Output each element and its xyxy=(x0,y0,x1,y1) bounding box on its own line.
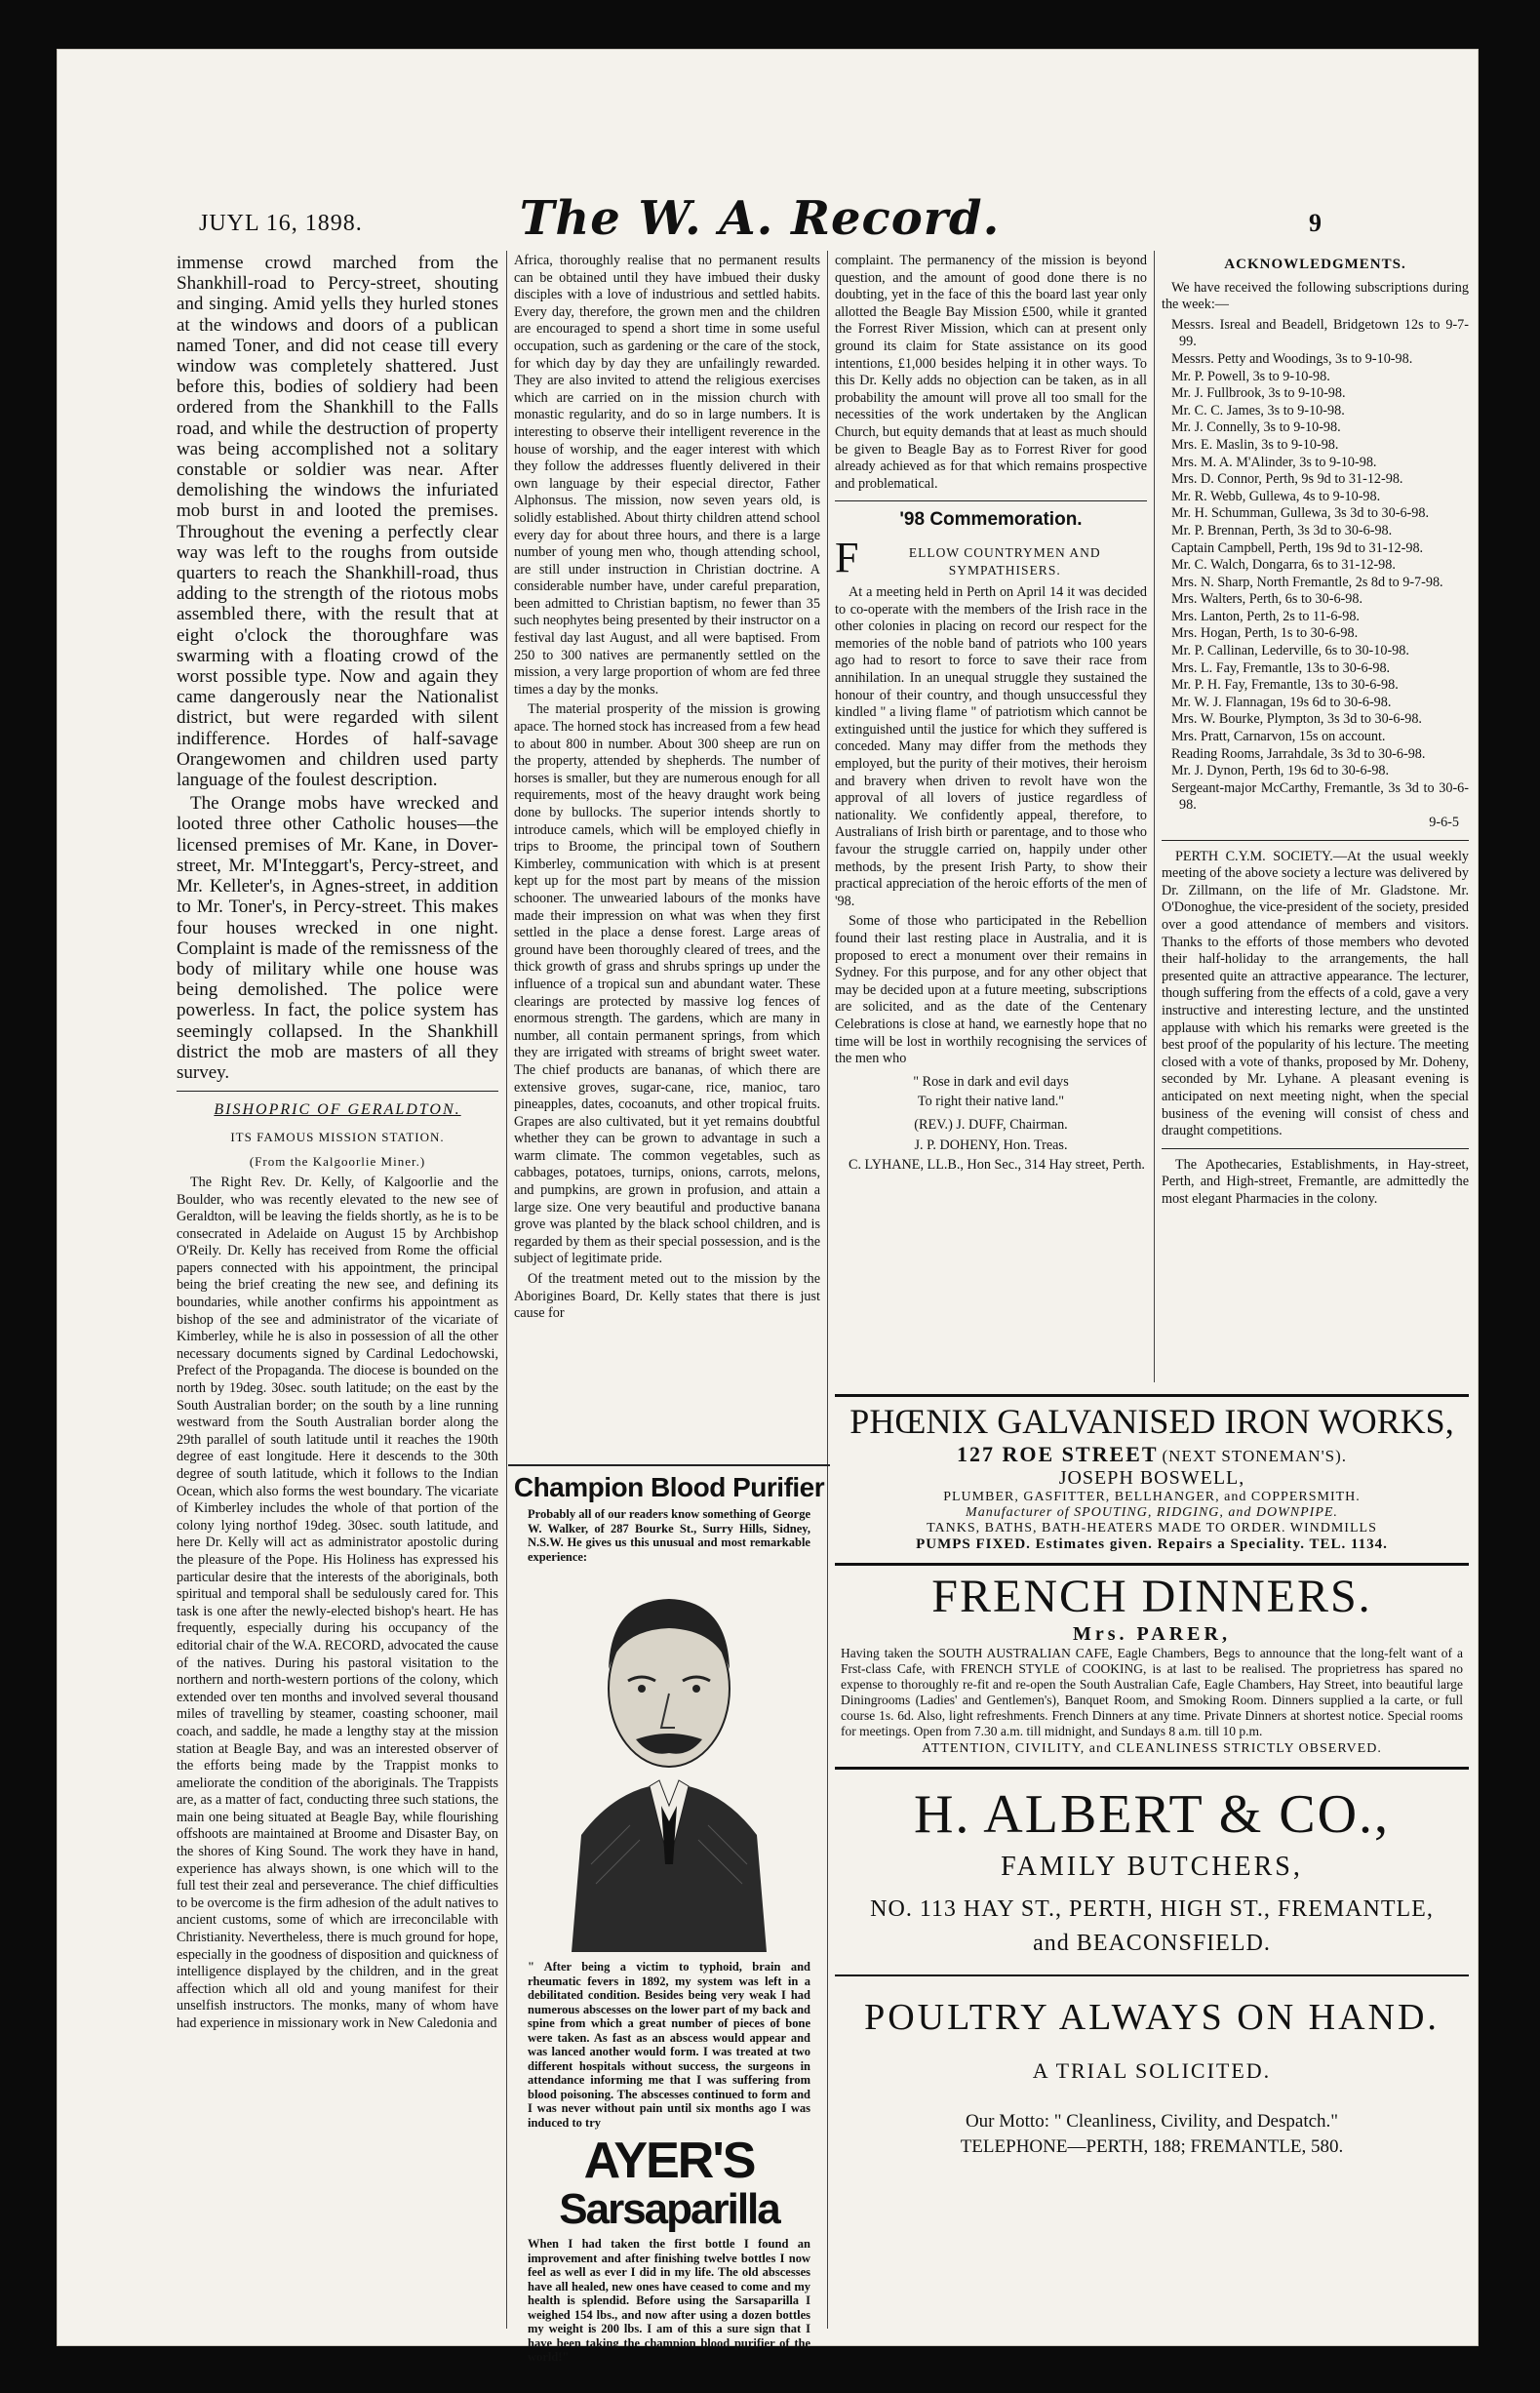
ad-telephone: TELEPHONE—PERTH, 188; FREMANTLE, 580. xyxy=(960,2136,1344,2157)
page-number: 9 xyxy=(1309,209,1322,237)
ad-title: FRENCH DINNERS. xyxy=(931,1571,1372,1622)
ack-item: Messrs. Petty and Woodings, 3s to 9-10-98. xyxy=(1171,350,1413,367)
ack-item: Mr. P. Brennan, Perth, 3s 3d to 30-6-98. xyxy=(1171,522,1393,538)
ack-item: Mr. C. C. James, 3s to 9-10-98. xyxy=(1171,402,1345,419)
column-rule xyxy=(506,251,507,2329)
article-paragraph: immense crowd marched from the Shankhill-road to Percy-street, shouting and singing. Amid yells they hurled stones at the windows and doors of a publican named Toner, and did not cease till every window was completely shattered. Just before this, bodies of soldiery had been ordered from the Shankhill to the Falls road, and while the destruction of property was being accomplished not a solitary constable or soldier was near. After demolishing the windows the infuriated mob burst in and looted the premises. Throughout the evening a perfectly clear way was left to the roughs from outside quarters to reach the Shankhill-road, thus adding to the strength of the riotous mobs assembled there, with the result that at eight o'clock the thoroughfare was swarming with a floating crowd of the worst possible type. Now and again they came dangerously near the Nationalist district, but were regarded with silent indifference. Hordes of half-savage Orangewomen and children used party language of the foulest description. xyxy=(177,253,498,791)
ad-trades: PLUMBER, GASFITTER, BELLHANGER, and COPPERSMITH. xyxy=(943,1490,1361,1504)
ad-tagline: A TRIAL SOLICITED. xyxy=(1032,2058,1272,2083)
champion-blood-purifier-ad xyxy=(508,1464,830,2364)
divider xyxy=(177,1091,498,1092)
divider xyxy=(835,1974,1469,1976)
divider xyxy=(1162,840,1469,841)
acknowledgments-title: ACKNOWLEDGMENTS. xyxy=(1224,257,1406,272)
ad-intro: Probably all of our readers know something of George W. Walker, of 287 Bourke St., Surry Hills, Sidney, N.S.W. He gives us this unusual and most remarkable experience: xyxy=(528,1507,810,1564)
article-source: (From the Kalgoorlie Miner.) xyxy=(249,1154,426,1170)
ad-address: 127 ROE STREET xyxy=(957,1442,1159,1466)
article-subtitle: ITS FAMOUS MISSION STATION. xyxy=(230,1129,445,1144)
ack-item: Mr. J. Fullbrook, 3s to 9-10-98. xyxy=(1171,385,1346,402)
verse-line: To right their native land." xyxy=(917,1094,1065,1110)
column-4 xyxy=(1162,253,1469,1316)
page-header xyxy=(58,191,1478,246)
ack-reference: 9-6-5 xyxy=(1429,815,1459,830)
advertisements xyxy=(835,1390,1469,2158)
article-paragraph: Of the treatment meted out to the mission by the Aborigines Board, Dr. Kelly states that there is just cause for xyxy=(514,1271,820,1322)
ad-brand: AYER'S xyxy=(583,2133,755,2189)
ad-closing: When I had taken the first bottle I found an improvement and after finishing twelve bottles I now feel as well as ever I did in my life. The old abscesses have all healed, new ones have ceased to come and my health is splendid. Before using the Sarsaparilla I weighed 154 lbs., and now after using a dozen bottles my weight is 200 lbs. I am of this a sure sign that I have been taking the champion blood purifier of the world!" xyxy=(528,2237,810,2364)
ad-motto: Our Motto: " Cleanliness, Civility, and Despatch." xyxy=(965,2111,1339,2132)
heading-text: ELLOW COUNTRYMEN AND SYMPATHISERS. xyxy=(908,544,1101,578)
commemoration-heading xyxy=(835,533,1147,581)
article-paragraph: complaint. The permanency of the mission is beyond question, and the amount of good done there is no doubting, yet in the face of this the board last year only allotted the Beagle Bay Mission £500, while it granted the Forrest River Mission, which can at present only ground its claim for State assistance on its good intentions, £1,000 besides helping it in other ways. To this Dr. Kelly adds no objection can be taken, as in all probability the amount will prove all too small for the necessities of the work undertaken by the Anglican Church, but equity demands that at least as much should be given to Beagle Bay as to Forrest River for good already achieved as for that which remains prospective and problematical. xyxy=(835,253,1147,492)
ad-body: Having taken the SOUTH AUSTRALIAN CAFE, Eagle Chambers, Begs to announce that the long-felt want of a Frst-class Cafe, with FRENCH STYLE of COOKING, is at last to be realised. The proprietress has spared no expense to thoroughly re-fit and re-open the South Australian Cafe, Eagle Chambers, Hay Street, into beautiful large Diningrooms (Ladies' and Gentlemen's), Banquet Room, and Smoking Room. Dinners supplied a la carte, or full course 1s. 6d. Also, light refreshments. French Dinners at any time. Private Dinners at shortest notice. Special rooms for meetings. Open from 7.30 a.m. till midnight, and Sundays 8 a.m. till 10 p.m. xyxy=(841,1646,1463,1738)
acknowledgments-list xyxy=(1162,317,1469,815)
ack-item: Mr. J. Connelly, 3s to 9-10-98. xyxy=(1171,419,1341,436)
ack-item: Messrs. Isreal and Beadell, Bridgetown 12s to 9-7-99. xyxy=(1171,316,1469,350)
apothecaries-notice: The Apothecaries, Establishments, in Hay-street, Perth, and High-street, Fremantle, are admittedly the most elegant Pharmacies in the colony. xyxy=(1162,1156,1469,1207)
ack-item: Mrs. Pratt, Carnarvon, 15s on account. xyxy=(1171,729,1386,745)
ack-item: Mr. R. Webb, Gullewa, 4s to 9-10-98. xyxy=(1171,488,1381,504)
divider xyxy=(835,500,1147,501)
ad-manufacture: Manufacturer of SPOUTING, RIDGING, and DOWNPIPE. xyxy=(966,1505,1338,1520)
ad-title: Champion Blood Purifier xyxy=(513,1472,825,1502)
ad-footer: ATTENTION, CIVILITY, and CLEANLINESS STRICTLY OBSERVED. xyxy=(922,1741,1382,1756)
newspaper-page xyxy=(57,49,1479,2364)
ack-intro: We have received the following subscriptions during the week:— xyxy=(1162,279,1469,313)
article-paragraph: The Orange mobs have wrecked and looted three other Catholic houses—the licensed premises of Mr. Kane, in Dover-street, Mr. M'Integgart's, Percy-street, and Mr. Kelleter's, in Agnes-street, in addition to Mr. Toner's, in Percy-street. This makes four houses wrecked in one night. Complaint is made of the remissness of the body of military while one house was being demolished. The police were powerless. In fact, the police system has seemingly collapsed. In the Shankhill district the mob are masters of all they survey. xyxy=(177,793,498,1083)
divider xyxy=(835,1767,1469,1770)
column-2 xyxy=(514,253,820,1453)
ad-tagline: POULTRY ALWAYS ON HAND. xyxy=(864,1997,1440,2038)
ack-item: Mrs. M. A. M'Alinder, 3s to 9-10-98. xyxy=(1171,454,1377,470)
ad-brand-product: Sarsaparilla xyxy=(559,2185,779,2233)
divider xyxy=(835,1563,1469,1566)
ack-item: Mrs. L. Fay, Fremantle, 13s to 30-6-98. xyxy=(1171,659,1391,676)
verse-line: " Rose in dark and evil days xyxy=(913,1073,1069,1090)
drop-cap: F xyxy=(835,533,859,581)
column-1 xyxy=(177,253,498,2331)
ad-services: TANKS, BATHS, BATH-HEATERS MADE TO ORDER. WINDMILLS xyxy=(927,1521,1377,1536)
signature: (REV.) J. DUFF, Chairman. xyxy=(914,1116,1068,1133)
portrait-engraving xyxy=(552,1572,786,1952)
ack-item: Mrs. Lanton, Perth, 2s to 11-6-98. xyxy=(1171,608,1360,624)
ack-item: Mr. J. Dynon, Perth, 19s 6d to 30-6-98. xyxy=(1171,763,1390,779)
ack-item: Sergeant-major McCarthy, Fremantle, 3s 3d to 30-6-98. xyxy=(1171,779,1469,814)
article-paragraph: At a meeting held in Perth on April 14 it was decided to co-operate with the members of the Irish race in the other colonies in placing on record our respect for the memories of the noble band of patriots who 100 years ago had to resort to force to save their race from annihilation. In an unequal struggle they sustained the honour of their country, and though unsuccessful they kindled " a living flame " of patriotism which cannot be extinguished until the justice for which they suffered is conceded. Many may differ from the methods they employed, but the purity of their motives, their heroism and bravery when driven to revolt have won the approval of all lovers of justice regardless of nationality. We confidently appeal, therefore, to Australians of Irish birth or parentage, and to those who favour the struggle carried on, happily under other methods, by the present Irish Party, to show their practical appreciation of the heroic efforts of the men of '98. xyxy=(835,584,1147,909)
ad-address-note: (NEXT STONEMAN'S). xyxy=(1162,1447,1347,1465)
article-paragraph: Some of those who participated in the Rebellion found their last resting place in Australia, and it is proposed to erect a monument over their remains in Sydney. For this purpose, and for any other object that may be decided upon at a future meeting, subscriptions are solicited, and as the date of the Centenary Celebrations is close at hand, we earnestly hope that no time will be lost in worthily recognising the services of the men who xyxy=(835,913,1147,1067)
ack-item: Mr. P. Callinan, Lederville, 6s to 30-10-98. xyxy=(1171,643,1409,659)
article-paragraph: The Right Rev. Dr. Kelly, of Kalgoorlie and the Boulder, who was recently elevated to the new see of Geraldton, will be leaving the fields shortly, as he is to be consecrated in Adelaide on August 15 by Archbishop O'Reily. Dr. Kelly has received from Rome the official papers connected with his appointment, the principal being the brief creating the new see, and defining its boundaries, while another confirms his appointment as bishop of the see and administrator of the vicariate of Kimberley, while he is also in possession of all the other necessary documents signed by Cardinal Ledochowski, Prefect of the Propaganda. The diocese is bounded on the north by 19deg. 30sec. south latitude; on the east by the South Australian border; on the south by a line running westward from the South Australian border along the 29th parallel of south latitude until it reaches the 190th degree of east longitude. Here it descends to the 30th degree of south latitude, which it follows to the Indian Ocean, which also forms the west boundary. The vicariate of Kimberley includes the whole of that portion of the colony lying northof 19deg. 30sec. south latitude, and here Dr. Kelly will act as administrator apostolic during the pleasure of the Pope. His Holiness has expressed his particular desire that the interests of the aboriginals, both spiritual and temporal shall be sedulously cared for. This task is one after the newly-elected bishop's heart. He has frequently, especially during his occupancy of the editorial chair of the W.A. RECORD, advocated the cause of the natives. During his pastoral visitation to the northern and north-western portions of the colony, which extended over ten months and involved several thousand miles of travelling by steamer, coasting schooner, mail coach, and saddle, he made a lengthy stay at the mission station at Beagle Bay, and was an interested observer of the efforts being made by the Trappist monks to ameliorate the condition of the aboriginals. The Trappists are, as a matter of fact, conducting three such stations, the main one being situated at Beagle Bay, while flourishing offshoots are maintained at Broome and Disaster Bay, on the shores of King Sound. The work they have in hand, experience has always shown, is one which will to the full test their zeal and perseverance. The chief difficulties to be overcome is the firm adhesion of the adult natives to ancient customs, some of which are irreconcilable with Christianity. Nevertheless, there is much ground for hope, especially in the goodness of disposition and quickness of intelligence displayed by the children, and in the great affection which all old and young manifest for their unselfish instructors. The monks, many of whom have had experience in missionary work in New Caledonia and xyxy=(177,1174,498,2031)
ad-address: and BEACONSFIELD. xyxy=(1033,1931,1271,1956)
ack-item: Mrs. W. Bourke, Plympton, 3s 3d to 30-6-98. xyxy=(1171,711,1422,728)
ad-contact: PUMPS FIXED. Estimates given. Repairs a Speciality. TEL. 1134. xyxy=(916,1536,1388,1552)
ack-item: Mr. P. H. Fay, Fremantle, 13s to 30-6-98. xyxy=(1171,677,1399,694)
ad-testimony: " After being a victim to typhoid, brain and rheumatic fevers in 1892, my system was left in a debilitated condition. Besides being very weak I had numerous abscesses on the lower part of my back and spine from which a great number of pieces of bone were taken. As fast as an abscess would appear and was lanced another would form. I was treated at two different hospitals without success, the surgeons in attendance informing me that I was suffering from blood poisoning. The abscesses continued to form and I was never without pain until six months ago I was induced to try xyxy=(528,1960,810,2130)
ack-item: Mrs. D. Connor, Perth, 9s 9d to 31-12-98. xyxy=(1171,471,1403,488)
ack-item: Mrs. Walters, Perth, 6s to 30-6-98. xyxy=(1171,591,1363,608)
masthead: The W. A. Record. xyxy=(519,191,1001,246)
ack-item: Mr. W. J. Flannagan, 19s 6d to 30-6-98. xyxy=(1171,694,1392,710)
albert-butchers-ad xyxy=(835,1783,1469,2158)
article-paragraph: The material prosperity of the mission is growing apace. The horned stock has increased from a few head to about 800 in number. About 300 sheep are run on the property, attended by shepherds. The number of horses is smaller, but they are numerous enough for all requirements, most of the heavy draught work being done by bullocks. The superior intends shortly to introduce camels, which will be employed chiefly in trips to Broome, the principal town of Southern Kimberley, communication with which is at present kept up for the most part by means of the mission schooner. The unwearied labours of the monks have made their impression on what was when they first settled in the place a dense forest. Large areas of ground have been thoroughly cleared of trees, and the thick growth of grass and shrubs springs up under the influence of a tropical sun and abundant water. These clearings are protected by massive log fences of enormous strength. The gardens, which are many in number, all contain permanent springs, from which they are irrigated with streams of bright sweet water. The chief products are bananas, of which there are extensive groves, sugar-cane, rice, manioc, taro pineapples, dates, cocoanuts, and other tropical fruits. Grapes are also cultivated, but it yet remains doubtful whether they can be grown to advantage in such a warm climate. The common vegetables, such as cabbages, potatoes, turnips, onions, carrots, melons, and pumpkins, are grown in profusion, and attain a large size. One very beautiful and productive banana grove was planted by the black school children, and is regarded by them as their special possession, and is the subject of legitimate pride. xyxy=(514,701,820,1267)
ad-address: NO. 113 HAY ST., PERTH, HIGH ST., FREMANTLE, xyxy=(870,1896,1434,1922)
signature: C. LYHANE, LL.B., Hon Sec., 314 Hay street, Perth. xyxy=(849,1157,1145,1174)
ad-title: H. ALBERT & CO., xyxy=(913,1784,1391,1845)
ack-item: Mrs. N. Sharp, North Fremantle, 2s 8d to 9-7-98. xyxy=(1171,574,1443,590)
article-paragraph: Africa, thoroughly realise that no permanent results can be obtained until they have imbued their dusky disciples with a love of industrious and settled habits. Every day, therefore, the grown men and the children are encouraged to spend a short time in some useful occupation, such as gardening or the care of the stock, for which day by day they are unfailingly rewarded. They are also invited to attend the religious exercises which are carried on in the mission church with monastic regularity, and do so in large numbers. It is interesting to observe their intelligent reverence in the house of worship, and the eager interest with which they follow the addresses fluently delivered in their own language by their especial director, Father Alphonsus. The mission, now seven years old, is solidly established. About thirty children attend school every day for about three hours, and there is a large number of young men who, though attending school, are still under instruction in Christian doctrine. A considerable number have, under careful preparation, been admitted to Christian baptism, no fewer than 35 such neophytes being presented by their instructor on a festival day last August, and all were baptised. From 250 to 300 natives are permanently settled on the mission, a very large proportion of whom are fed three times a day by the monks. xyxy=(514,253,820,698)
ad-proprietor: JOSEPH BOSWELL, xyxy=(1058,1467,1245,1489)
french-dinners-ad xyxy=(835,1570,1469,1757)
ad-subtitle: FAMILY BUTCHERS, xyxy=(1001,1852,1303,1882)
divider xyxy=(1162,1148,1469,1149)
column-rule xyxy=(1154,251,1155,1382)
issue-date: JUYL 16, 1898. xyxy=(199,211,363,236)
man-portrait-icon xyxy=(552,1572,786,1952)
commemoration-title: '98 Commemoration. xyxy=(899,509,1083,531)
ad-title: PHŒNIX GALVANISED IRON WORKS, xyxy=(849,1402,1454,1441)
cym-society-notice: PERTH C.Y.M. SOCIETY.—At the usual weekly meeting of the above society a lecture was delivered by Dr. Zillmann, on the life of Mr. Gladstone. Mr. O'Donoghue, the vice-president of the society, presided over a good attendance of members and visitors. Thanks to the efforts of those members who devoted their half-holiday to the arrangements, the hall presented quite an attractive appearance. The lecturer, though suffering from the effects of a cold, gave a very instructive and interesting lecture, and the unstinted applause with which his remarks were greeted is the best proof of the popularity of his lecture. The meeting closed with a vote of thanks, proposed by Mr. Doheny, seconded by Mr. Lyhane. A pleasant evening is anticipated on next meeting night, when the special business of the evening will consist of chess and draught competitions. xyxy=(1162,848,1469,1139)
column-3 xyxy=(835,253,1147,1316)
ack-item: Mr. P. Powell, 3s to 9-10-98. xyxy=(1171,368,1330,384)
ack-item: Reading Rooms, Jarrahdale, 3s 3d to 30-6-98. xyxy=(1171,745,1426,762)
divider xyxy=(835,1394,1469,1397)
ack-item: Captain Campbell, Perth, 19s 9d to 31-12-98. xyxy=(1171,539,1424,556)
ack-item: Mr. C. Walch, Dongarra, 6s to 31-12-98. xyxy=(1171,557,1396,574)
phoenix-ad xyxy=(835,1401,1469,1553)
signature: J. P. DOHENY, Hon. Treas. xyxy=(914,1137,1068,1153)
ack-item: Mrs. Hogan, Perth, 1s to 30-6-98. xyxy=(1171,625,1359,642)
ad-proprietor: Mrs. PARER, xyxy=(1073,1623,1231,1645)
section-title: BISHOPRIC OF GERALDTON. xyxy=(214,1101,461,1119)
ack-item: Mrs. E. Maslin, 3s to 9-10-98. xyxy=(1171,436,1339,453)
ack-item: Mr. H. Schumman, Gullewa, 3s 3d to 30-6-98. xyxy=(1171,505,1430,522)
